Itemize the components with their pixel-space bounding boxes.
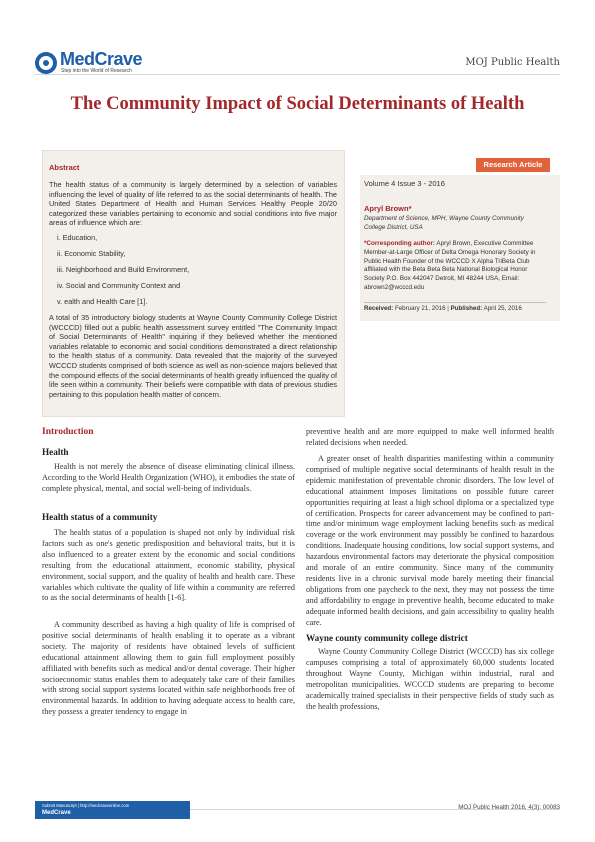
body-paragraph: Wayne County Community College District (WCCCD) has six college campuses comprising a total of approximately 60,000 students located throughout Wayne County, Michigan within industrial, rural and metropolitan municipalities. WCCCD students are preparing to become academically trained specialists in their perspective fields of study such as the health professions, <box>306 647 554 711</box>
abstract-list-item: v. ealth and Health Care [1]. <box>57 297 148 306</box>
corresponding-author-label: *Corresponding author: <box>364 240 436 247</box>
logo-tagline: Step into the World of Research <box>61 68 132 74</box>
date-separator: | <box>445 305 451 312</box>
medcrave-logo-icon <box>35 52 57 74</box>
volume-issue: Volume 4 Issue 3 - 2016 <box>364 179 445 188</box>
published-label: Published: <box>450 305 483 312</box>
body-paragraph: A community described as having a high quality of life is comprised of positive social determinants of health enabling it to operate as a vibrant society. The majority of residents have obtained levels of sufficient educational attainment allowing them to gain full employment possibly affiliated with benefits such as medical and/or dental coverage. Their higher socioeconomic status enables them to adequately take care of their families with strong social support systems located within safe neighborhoods free of environmental hazards. In addition to having adequate access to health care, they possess a greater tendency to engage in <box>42 620 295 717</box>
published-date: April 25, 2016 <box>482 305 522 312</box>
header-divider <box>35 74 560 75</box>
info-divider <box>364 302 546 303</box>
footer-logo: MedCrave <box>42 810 71 816</box>
abstract-list-item: iv. Social and Community Context and <box>57 281 181 290</box>
abstract-list-item: i. Education, <box>57 233 98 242</box>
received-label: Received: <box>364 305 394 312</box>
body-paragraph: A greater onset of health disparities manifesting within a community comprised of multiple negative social determinants of health result in the epidemic manifestation of preventable chronic disorders. The low level of educational attainment imposes limitations on possible future career opportunities requiring at least a high school diploma or a specialized type of certification. Prospects for career advancement may be confined to part-time and/or minimum wage employment lacking benefits such as medical coverage or the work environment may possibly be confined to hazardous conditions. Inadequate housing conditions, low social support systems, and hazardous environmental factors may deteriorate the physical composition and morale of an entire community. Since many of the community residents live in a chronic survival mode barely meeting their financial obligations from one paycheck to the next, they may not possess the time and affordability to engage in preventive health, become educated to make adequate informed health decisions, and gain accessibility to quality health care. <box>306 454 554 627</box>
article-dates <box>364 305 554 314</box>
abstract-paragraph: A total of 35 introductory biology students at Wayne County Community College District (WCCCD) filled out a public health assessment survey entitled "The Community Impact of Social Determinants of Health" inquiring if they believed whether the mentioned variables relatable to economic and social conditions demonstrated a direct relationship to the health status of a community. Data revealed that the majority of the surveyed WCCCD students comprised of both science as well as non-science majors believed that the compound effects of the social determinants of health greatly influenced the quality of life seen within a community. Their beliefs were compatible with data of previous studies pertaining to this population health matter of concern. <box>49 313 337 399</box>
received-date: February 21, 2016 <box>393 305 446 312</box>
logo-brand-name: MedCrave <box>60 49 143 69</box>
section-heading-wayne-county: Wayne county community college district <box>306 633 468 643</box>
section-heading-health-status: Health status of a community <box>42 512 158 522</box>
abstract-paragraph: The health status of a community is largely determined by a selection of variables influencing the level of quality of life referred to as the social determinants of health. The United States Department of Health and Human Services Healthy People 20/20 categorized these variables pertaining to economic and social conditions into five major areas of influence which are: <box>49 180 337 228</box>
body-paragraph: The health status of a population is shaped not only by individual risk factors such as one's genetic predisposition and behavioral traits, but it is also influenced to a greater extent by the economic and social conditions resulting from the educational attainment, economic stability, physical environment, social support, and the quality of health and health care. These variables which cultivate the quality of life within a community are referred to as the social determinants of health [1-6]. <box>42 528 295 603</box>
introduction-heading: Introduction <box>42 427 94 437</box>
body-paragraph: Health is not merely the absence of disease eliminating clinical illness. According to the World Health Organization (WHO), it embodies the state of complete physical, mental, and social well-being of individuals. <box>42 462 295 493</box>
abstract-list-item: iii. Neighborhood and Build Environment, <box>57 265 190 274</box>
author-affiliation: Department of Science, MPH, Wayne County Community College District, USA <box>364 215 524 231</box>
section-heading-health: Health <box>42 447 69 457</box>
corresponding-author-text: Apryl Brown, Executive Committee Member-at-Large Officer of Delta Omega Honorary Society in Public Health Founder of the WCCCD X Alpha TriBeta Club affiliated with the Beta Beta Beta National Biological Honor Society P.O. Box 442047 Detroit, MI 48244 USA, Email: abrown2@wcccd.edu <box>364 240 536 291</box>
abstract-heading: Abstract <box>49 163 80 172</box>
journal-name: MOJ Public Health <box>465 57 560 68</box>
footer-submit-link[interactable]: Submit Manuscript | http://medcraveonline.com <box>42 803 130 808</box>
article-type-badge: Research Article <box>476 158 550 172</box>
abstract-list-item: ii. Economic Stability, <box>57 249 126 258</box>
author-name: Apryl Brown* <box>364 204 412 213</box>
footer-citation: MOJ Public Health 2016, 4(3): 00083 <box>458 804 560 811</box>
body-paragraph: preventive health and are more equipped to make well informed health related decisions when needed. <box>306 427 554 447</box>
corresponding-author <box>364 240 549 293</box>
article-title: The Community Impact of Social Determinants of Health <box>70 94 525 114</box>
